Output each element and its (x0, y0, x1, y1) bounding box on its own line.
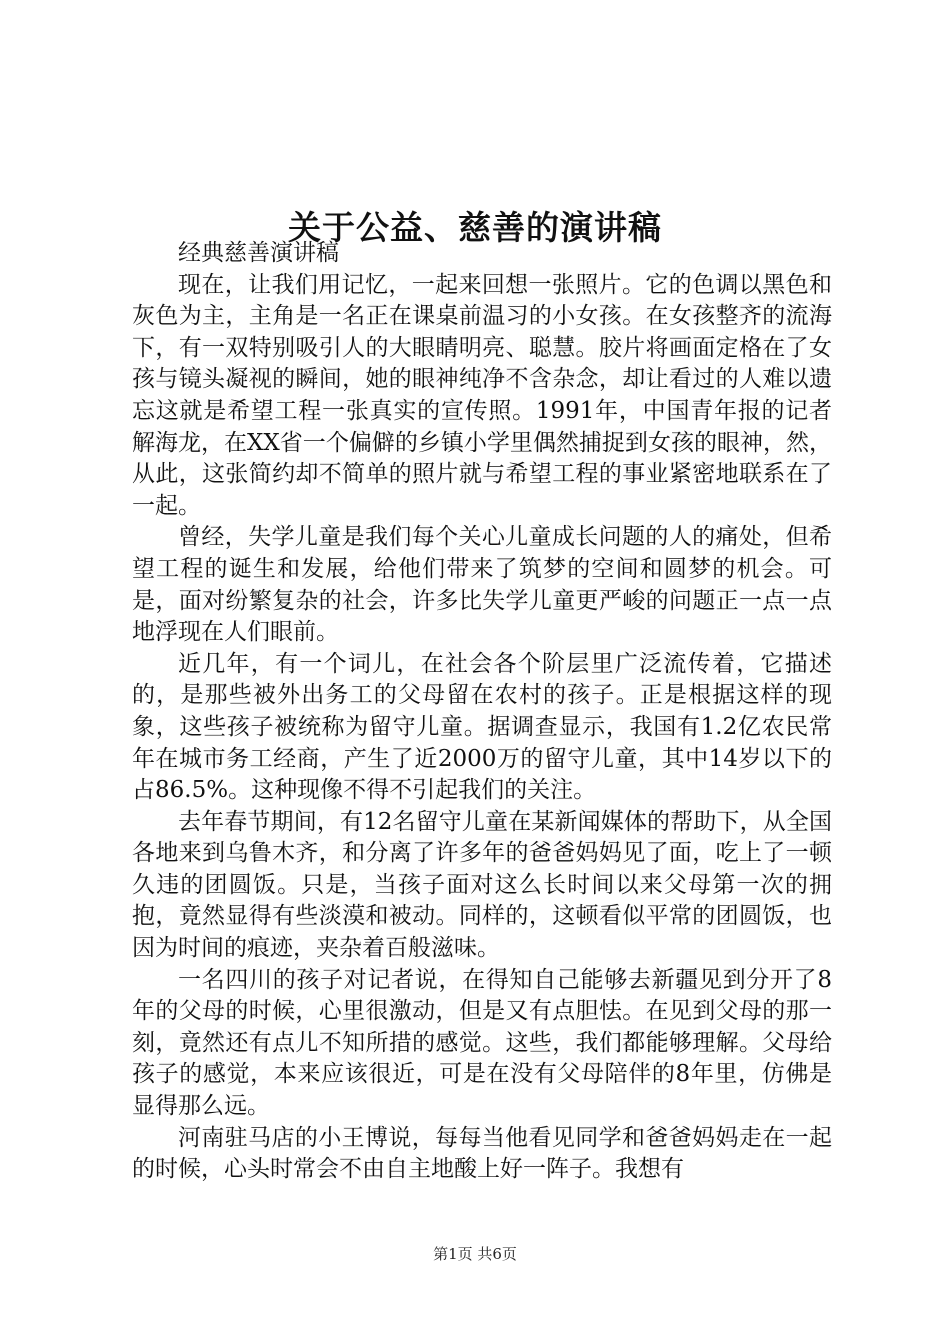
paragraph-subtitle: 经典慈善演讲稿 (178, 240, 339, 266)
paragraph: 现在，让我们用记忆，一起来回想一张照片。它的色调以黑色和灰色为主，主角是一名正在课桌前温习的小女孩。在女孩整齐的流海下，有一双特别吸引人的大眼睛明亮、聪慧。胶片将画面定格在了女孩与镜头凝视的瞬间，她的眼神纯净不含杂念，却让看过的人难以遗忘这就是希望工程一张真实的宣传照。1991年，中国青年报的记者解海龙，在XX省一个偏僻的乡镇小学里偶然捕捉到女孩的眼神，然，从此，这张简约却不简单的照片就与希望工程的事业紧密地联系在了一起。 (132, 271, 832, 519)
page-footer: 第1页 共6页 (433, 1245, 517, 1263)
paragraph: 去年春节期间，有12名留守儿童在某新闻媒体的帮助下，从全国各地来到乌鲁木齐，和分离了许多年的爸爸妈妈见了面，吃上了一顿久违的团圆饭。只是，当孩子面对这么长时间以来父母第一次的拥抱，竟然显得有些淡漠和被动。同样的，这顿看似平常的团圆饭，也因为时间的痕迹，夹杂着百般滋味。 (132, 808, 832, 962)
paragraph: 近几年，有一个词儿，在社会各个阶层里广泛流传着，它描述的，是那些被外出务工的父母留在农村的孩子。正是根据这样的现象，这些孩子被统称为留守儿童。据调查显示，我国有1.2亿农民常年在城市务工经商，产生了近2000万的留守儿童，其中14岁以下的占86.5%。这种现像不得不引起我们的关注。 (132, 650, 832, 804)
document-body (132, 238, 832, 1186)
paragraph: 一名四川的孩子对记者说，在得知自己能够去新疆见到分开了8年的父母的时候，心里很激动，但是又有点胆怯。在见到父母的那一刻，竟然还有点儿不知所措的感觉。这些，我们都能够理解。父母给孩子的感觉，本来应该很近，可是在没有父母陪伴的8年里，仿佛是显得那么远。 (132, 966, 832, 1120)
paragraph: 河南驻马店的小王博说，每每当他看见同学和爸爸妈妈走在一起的时候，心头时常会不由自主地酸上好一阵子。我想有 (132, 1124, 832, 1183)
document-title: 关于公益、慈善的演讲稿 (288, 208, 662, 248)
paragraph: 曾经，失学儿童是我们每个关心儿童成长问题的人的痛处，但希望工程的诞生和发展，给他们带来了筑梦的空间和圆梦的机会。可是，面对纷繁复杂的社会，许多比失学儿童更严峻的问题正一点一点地浮现在人们眼前。 (132, 524, 832, 646)
